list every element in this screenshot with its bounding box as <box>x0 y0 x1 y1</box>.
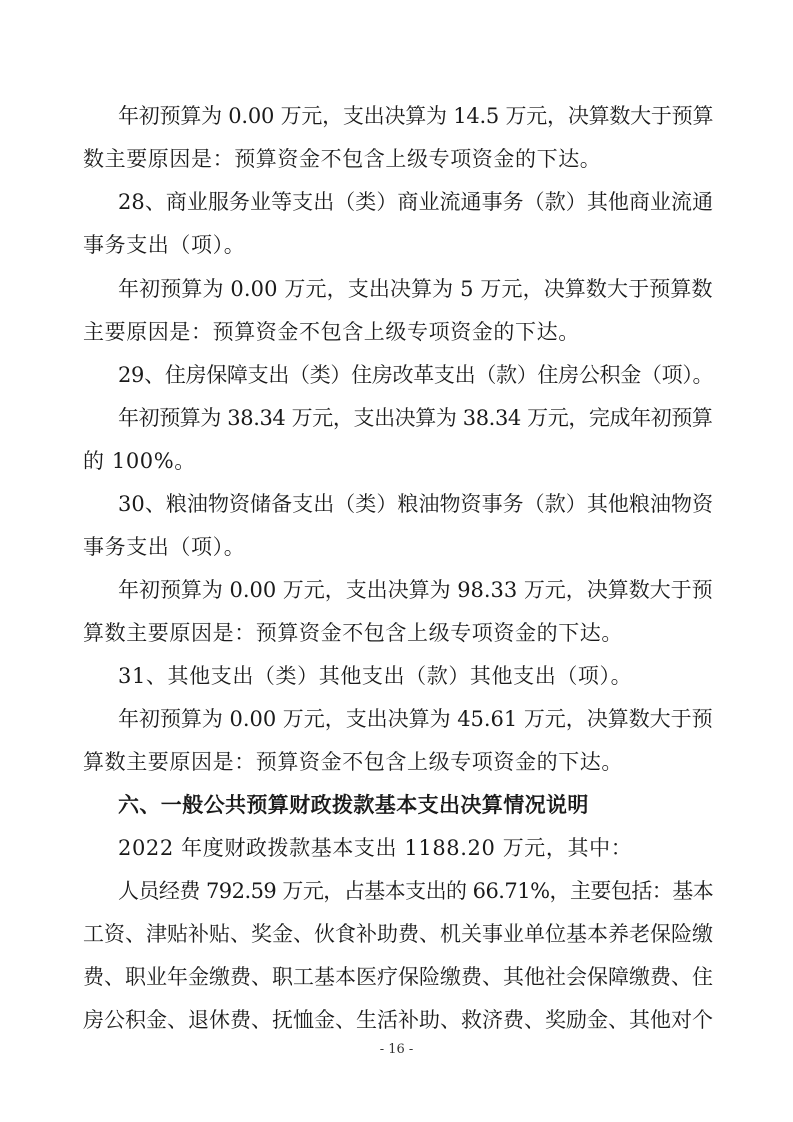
paragraph-line: 的 100%。 <box>83 449 196 473</box>
paragraph-line: 主要原因是：预算资金不包含上级专项资金的下达。 <box>83 320 580 344</box>
paragraph-line: 年初预算为 0.00 万元，支出决算为 45.61 万元，决算数大于预 <box>118 707 713 731</box>
paragraph-line: 工资、津贴补贴、奖金、伙食补助费、机关事业单位基本养老保险缴 <box>83 922 713 946</box>
page-number: - 16 - <box>379 1042 414 1057</box>
paragraph-line: 31、其他支出（类）其他支出（款）其他支出（项）。 <box>118 664 633 688</box>
paragraph-line: 29、住房保障支出（类）住房改革支出（款）住房公积金（项）。 <box>118 363 714 387</box>
paragraph-line: 算数主要原因是：预算资金不包含上级专项资金的下达。 <box>83 750 623 774</box>
paragraph-line: 年初预算为 0.00 万元，支出决算为 14.5 万元，决算数大于预算 <box>118 104 714 128</box>
paragraph-line: 房公积金、退休费、抚恤金、生活补助、救济费、奖励金、其他对个 <box>83 1008 713 1032</box>
paragraph-line: 2022 年度财政拨款基本支出 1188.20 万元，其中： <box>118 836 633 860</box>
paragraph-line: 年初预算为 0.00 万元，支出决算为 5 万元，决算数大于预算数 <box>118 277 713 301</box>
paragraph-line: 年初预算为 38.34 万元，支出决算为 38.34 万元，完成年初预算 <box>118 406 713 430</box>
paragraph-line: 数主要原因是：预算资金不包含上级专项资金的下达。 <box>83 147 602 171</box>
paragraph-line: 事务支出（项）。 <box>83 233 246 257</box>
paragraph-line: 年初预算为 0.00 万元，支出决算为 98.33 万元，决算数大于预 <box>118 578 713 602</box>
paragraph-line: 算数主要原因是：预算资金不包含上级专项资金的下达。 <box>83 621 623 645</box>
paragraph-line: 30、粮油物资储备支出（类）粮油物资事务（款）其他粮油物资 <box>118 492 714 516</box>
paragraph-line: 28、商业服务业等支出（类）商业流通事务（款）其他商业流通 <box>118 190 714 214</box>
paragraph-line: 人员经费 792.59 万元，占基本支出的 66.71%，主要包括：基本 <box>118 879 714 903</box>
paragraph-line: 费、职业年金缴费、职工基本医疗保险缴费、其他社会保障缴费、住 <box>83 965 713 989</box>
paragraph-line: 事务支出（项）。 <box>83 535 246 559</box>
section-heading: 六、一般公共预算财政拨款基本支出决算情况说明 <box>118 793 589 817</box>
